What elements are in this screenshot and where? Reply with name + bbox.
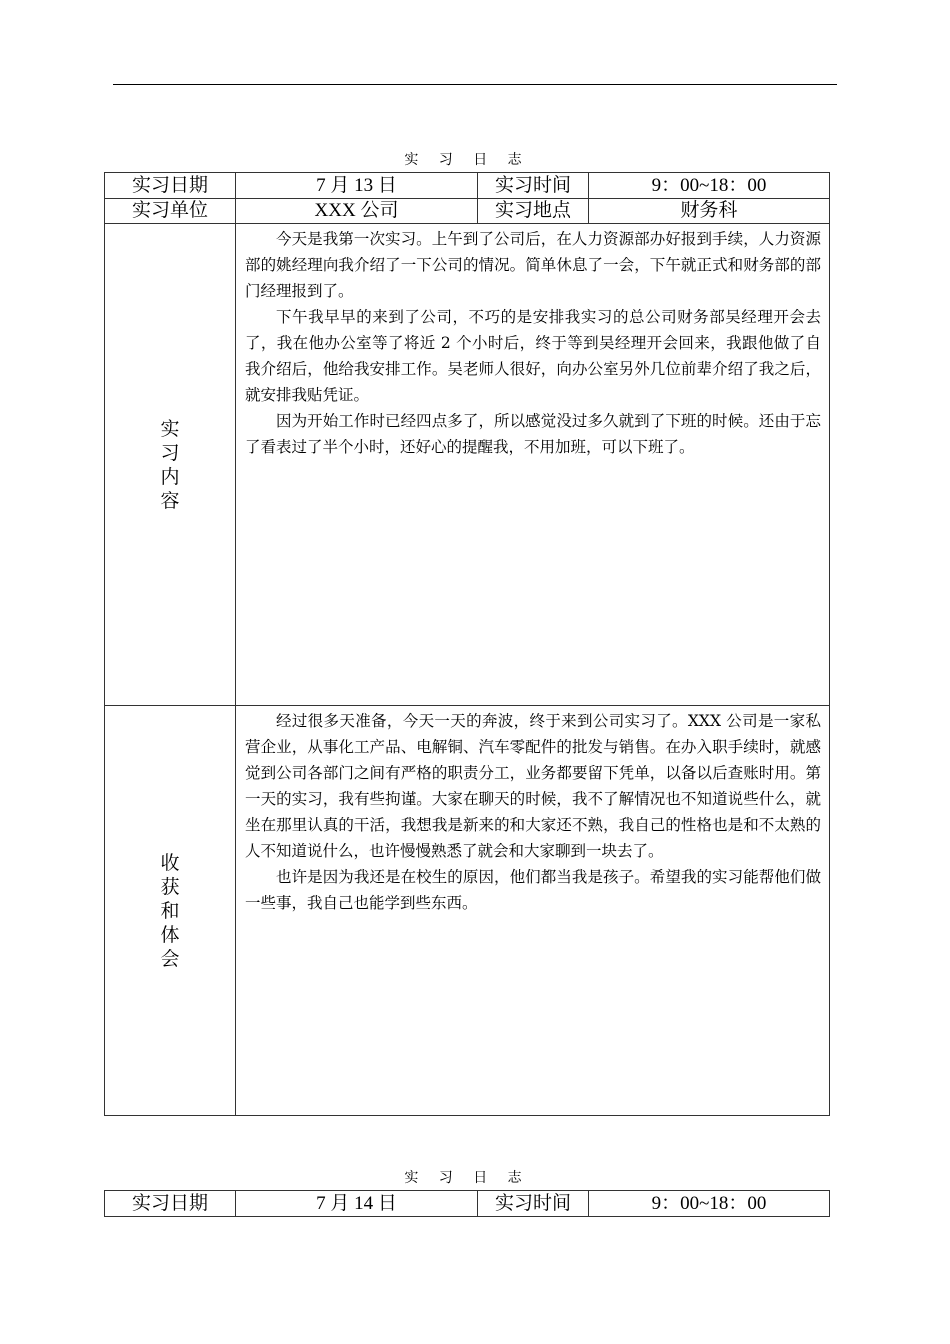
date-label: 实习日期 <box>105 173 236 199</box>
time-label: 实习时间 <box>478 173 589 199</box>
content-body <box>236 224 830 706</box>
content-paragraph: 今天是我第一次实习。上午到了公司后，在人力资源部办好报到手续，人力资源部的姚经理向我介绍了一下公司的情况。简单休息了一会，下午就正式和财务部的部门经理报到了。 <box>245 230 821 300</box>
gains-paragraph: 也许是因为我还是在校生的原因，他们都当我是孩子。希望我的实习能帮他们做一些事，我自己也能学到些东西。 <box>245 868 821 912</box>
time-value: 9：00~18：00 <box>589 173 830 199</box>
time-value: 9：00~18：00 <box>589 1191 830 1217</box>
location-value: 财务科 <box>589 199 830 224</box>
date-value: 7 月 14 日 <box>236 1191 478 1217</box>
content-paragraph: 因为开始工作时已经四点多了，所以感觉没过多久就到了下班的时候。还由于忘了看表过了半个小时，还好心的提醒我，不用加班，可以下班了。 <box>245 412 821 456</box>
unit-value: XXX 公司 <box>236 199 478 224</box>
time-label: 实习时间 <box>478 1191 589 1217</box>
content-label: 实 习 内 容 <box>105 224 236 706</box>
gains-paragraph: 经过很多天准备，今天一天的奔波，终于来到公司实习了。XXX 公司是一家私营企业，从事化工产品、电解铜、汽车零配件的批发与销售。在办入职手续时，就感觉到公司各部门之间有严格的职责分工，业务都要留下凭单，以备以后查账时用。第一天的实习，我有些拘谨。大家在聊天的时候，我不了解情况也不知道说些什么，就坐在那里认真的干活，我想我是新来的和大家还不熟，我自己的性格也是和不太熟的人不知道说什么，也许慢慢熟悉了就会和大家聊到一块去了。 <box>245 712 821 860</box>
content-paragraph: 下午我早早的来到了公司，不巧的是安排我实习的总公司财务部吴经理开会去了，我在他办公室等了将近 2 个小时后，终于等到吴经理开会回来，我跟他做了自我介绍后，他给我安排工作。吴老师人很好，向办公室另外几位前辈介绍了我之后，就安排我贴凭证。 <box>245 308 821 404</box>
log-table-2 <box>104 1190 830 1217</box>
date-value: 7 月 13 日 <box>236 173 478 199</box>
gains-label: 收 获 和 体 会 <box>105 706 236 1116</box>
log-table <box>104 172 830 1116</box>
gains-body <box>236 706 830 1116</box>
header-rule <box>113 84 837 85</box>
date-label: 实习日期 <box>105 1191 236 1217</box>
unit-label: 实习单位 <box>105 199 236 224</box>
location-label: 实习地点 <box>478 199 589 224</box>
log-title-2: 实 习 日 志 <box>404 1170 530 1186</box>
log-title: 实 习 日 志 <box>404 152 530 168</box>
